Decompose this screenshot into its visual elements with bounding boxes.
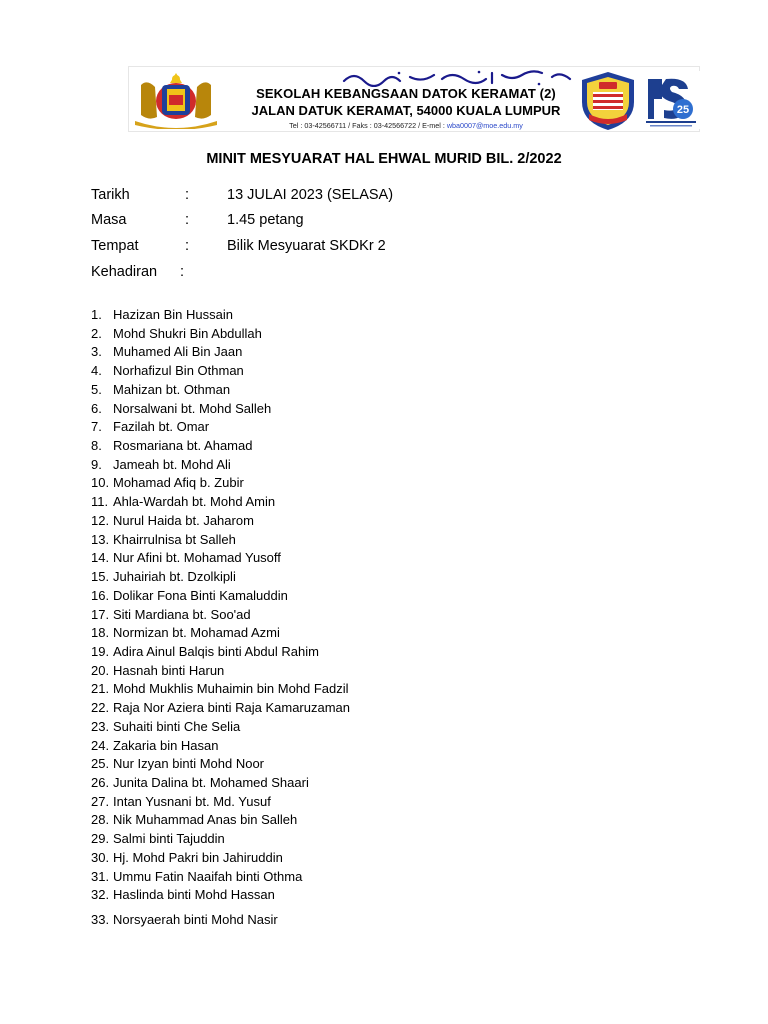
attendee-item: [91, 737, 350, 756]
attendee-item: [91, 531, 350, 550]
attendee-number: 19.: [91, 643, 110, 659]
attendee-number: 3.: [91, 344, 102, 360]
document-title: MINIT MESYUARAT HAL EHWAL MURID BIL. 2/2022: [206, 151, 562, 167]
attendee-name: Hj. Mohd Pakri bin Jahiruddin: [113, 849, 283, 865]
attendee-name: Hazizan Bin Hussain: [113, 307, 233, 322]
attendee-item: [91, 325, 350, 344]
contact-email[interactable]: wba0007@moe.edu.my: [446, 121, 523, 130]
attendee-number: 29.: [91, 831, 110, 847]
attendee-item: [91, 755, 350, 774]
attendee-number: 17.: [91, 606, 110, 622]
tarikh-separator: :: [185, 187, 190, 203]
contact-prefix: Tel : 03-42566711 / Faks : 03-42566722 / E-mel :: [289, 121, 447, 130]
attendee-number: 31.: [91, 868, 110, 884]
attendee-name: Fazilah bt. Omar: [113, 419, 210, 435]
attendee-item: [91, 830, 350, 849]
attendee-item: [91, 774, 350, 793]
coat-of-arms-icon: [129, 71, 223, 129]
attendee-name: Mohd Shukri Bin Abdullah: [113, 325, 262, 341]
attendee-name: Suhaiti binti Che Selia: [113, 718, 241, 734]
attendee-list: [91, 306, 350, 930]
school-badge-icon: [579, 70, 637, 132]
attendee-item: [91, 811, 350, 830]
attendee-item: [91, 699, 350, 718]
attendee-item: [91, 493, 350, 512]
attendee-item: [91, 381, 350, 400]
masa-separator: :: [185, 212, 190, 228]
attendee-number: 10.: [91, 475, 110, 491]
tempat-label: Tempat: [91, 238, 139, 254]
kehadiran-separator: :: [180, 264, 185, 280]
attendee-number: 11.: [91, 494, 109, 510]
attendee-item: [91, 306, 350, 325]
attendee-item: [91, 886, 350, 905]
attendee-name: Muhamed Ali Bin Jaan: [113, 344, 243, 360]
attendee-item: [91, 418, 350, 437]
attendee-number: 8.: [91, 438, 102, 454]
attendee-item: [91, 456, 350, 475]
attendee-number: 33.: [91, 912, 110, 927]
attendee-name: Zakaria bin Hasan: [113, 737, 219, 753]
attendee-name: Salmi binti Tajuddin: [113, 831, 225, 847]
attendee-item: [91, 400, 350, 419]
jawi-school-name-icon: [339, 69, 584, 87]
attendee-item: [91, 680, 350, 699]
attendee-item: [91, 718, 350, 737]
attendee-item: [91, 568, 350, 587]
tarikh-label: Tarikh: [91, 187, 130, 203]
attendee-number: 12.: [91, 512, 110, 528]
attendee-name: Mohd Mukhlis Muhaimin bin Mohd Fadzil: [113, 681, 349, 697]
attendee-name: Dolikar Fona Binti Kamaluddin: [113, 587, 288, 603]
attendee-item: [91, 512, 350, 531]
attendee-number: 27.: [91, 793, 110, 809]
attendee-name: Mohamad Afiq b. Zubir: [113, 475, 244, 491]
attendee-number: 9.: [91, 456, 102, 472]
attendee-item: [91, 643, 350, 662]
contact-line: [226, 121, 586, 130]
attendee-number: 15.: [91, 569, 110, 585]
attendee-item: [91, 624, 350, 643]
tarikh-value: 13 JULAI 2023 (SELASA): [227, 187, 394, 203]
attendee-number: 6.: [91, 400, 102, 416]
attendee-name: Normizan bt. Mohamad Azmi: [113, 625, 280, 641]
attendee-number: 30.: [91, 849, 110, 865]
kehadiran-label: Kehadiran: [91, 264, 158, 280]
attendee-number: 13.: [91, 531, 110, 547]
attendee-name: Ummu Fatin Naaifah binti Othma: [113, 868, 303, 884]
attendee-name: Norsalwani bt. Mohd Salleh: [113, 400, 272, 416]
attendee-item: [91, 849, 350, 868]
attendee-item: [91, 437, 350, 456]
attendee-number: 25.: [91, 756, 110, 772]
attendee-number: 5.: [91, 381, 102, 397]
school-address: JALAN DATUK KERAMAT, 54000 KUALA LUMPUR: [251, 103, 561, 118]
attendee-name: Raja Nor Aziera binti Raja Kamaruzaman: [113, 700, 350, 716]
attendee-number: 28.: [91, 812, 110, 828]
masa-value: 1.45 petang: [227, 212, 304, 228]
attendee-number: 2.: [91, 325, 102, 341]
attendee-name: Nurul Haida bt. Jaharom: [113, 512, 254, 528]
attendee-number: 4.: [91, 363, 102, 379]
attendee-number: 22.: [91, 700, 110, 716]
attendee-name: Mahizan bt. Othman: [113, 381, 231, 397]
attendee-name: Khairrulnisa bt Salleh: [113, 531, 236, 547]
attendee-number: 32.: [91, 887, 110, 903]
attendee-name: Ahla-Wardah bt. Mohd Amin: [113, 494, 276, 510]
tempat-value: Bilik Mesyuarat SKDKr 2: [227, 238, 386, 254]
attendee-number: 16.: [91, 587, 110, 603]
attendee-name: Jameah bt. Mohd Ali: [113, 456, 231, 472]
attendee-name: Siti Mardiana bt. Soo'ad: [113, 606, 251, 622]
attendee-name: Nur Izyan binti Mohd Noor: [113, 756, 265, 772]
attendee-name: Norhafizul Bin Othman: [113, 363, 244, 379]
attendee-item: [91, 606, 350, 625]
anniversary-25-logo-icon: [642, 71, 700, 129]
attendee-name: Intan Yusnani bt. Md. Yusuf: [113, 793, 271, 809]
attendee-name: Hasnah binti Harun: [113, 662, 225, 678]
attendee-number: 18.: [91, 625, 110, 641]
attendee-item: [91, 474, 350, 493]
attendee-number: 1.: [91, 307, 102, 322]
attendee-number: 20.: [91, 662, 110, 678]
attendee-item: [91, 793, 350, 812]
attendee-number: 7.: [91, 419, 102, 435]
attendee-number: 26.: [91, 774, 110, 790]
attendee-item: [91, 362, 350, 381]
attendee-name: Norsyaerah binti Mohd Nasir: [113, 912, 278, 927]
attendee-name: Nik Muhammad Anas bin Salleh: [113, 812, 298, 828]
attendee-item: [91, 549, 350, 568]
attendee-number: 24.: [91, 737, 110, 753]
attendee-name: Nur Afini bt. Mohamad Yusoff: [113, 550, 281, 566]
svg-text:25: 25: [676, 104, 690, 116]
attendee-number: 21.: [91, 681, 110, 697]
letterhead: [128, 66, 700, 132]
attendee-name: Juhairiah bt. Dzolkipli: [113, 569, 236, 585]
attendee-name: Junita Dalina bt. Mohamed Shaari: [113, 774, 309, 790]
attendee-name: Adira Ainul Balqis binti Abdul Rahim: [113, 643, 319, 659]
attendee-item: [91, 911, 350, 930]
attendee-name: Haslinda binti Mohd Hassan: [113, 887, 275, 903]
attendee-number: 14.: [91, 550, 110, 566]
attendee-item: [91, 662, 350, 681]
attendee-item: [91, 868, 350, 887]
masa-label: Masa: [91, 212, 127, 228]
school-name: SEKOLAH KEBANGSAAN DATOK KERAMAT (2): [256, 86, 556, 101]
attendee-item: [91, 343, 350, 362]
attendee-number: 23.: [91, 718, 110, 734]
tempat-separator: :: [185, 238, 190, 254]
attendee-item: [91, 587, 350, 606]
attendee-name: Rosmariana bt. Ahamad: [113, 438, 253, 454]
